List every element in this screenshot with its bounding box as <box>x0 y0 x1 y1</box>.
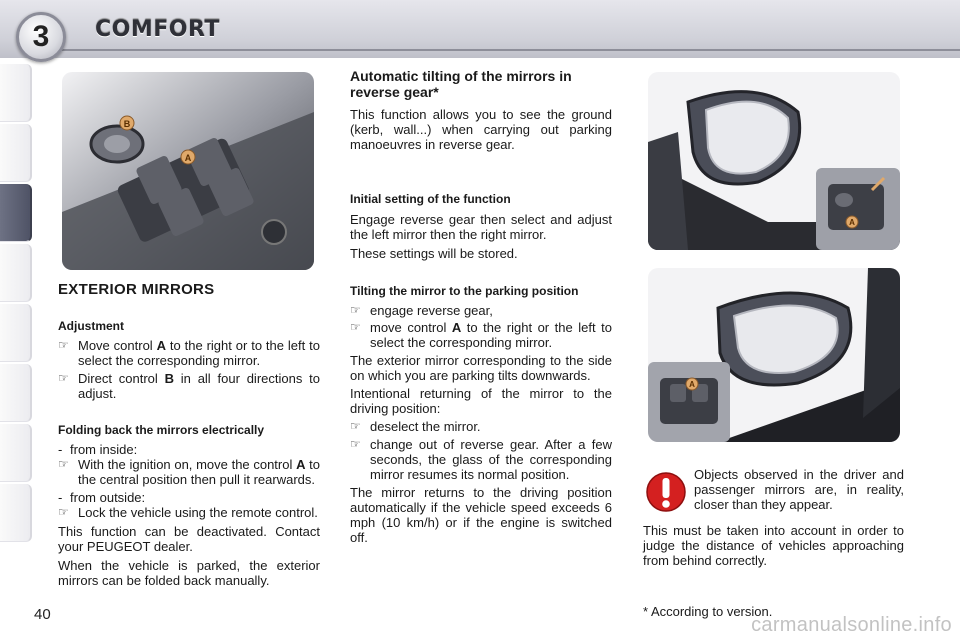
pointer-icon: ☞ <box>58 505 69 519</box>
list-item <box>58 371 320 401</box>
list-item <box>350 320 612 350</box>
dash-text: from inside: <box>70 442 138 457</box>
footnote-text: * According to version. <box>643 604 773 619</box>
list-item: - from inside: <box>58 442 138 457</box>
chapter-tab[interactable] <box>0 364 32 422</box>
paragraph: This function allows you to see the ground (kerb, wall...) when carrying out parking manoeuvres in reverse gear. <box>350 107 612 152</box>
door-controls-photo <box>62 72 314 270</box>
watermark: carmanualsonline.info <box>751 614 952 636</box>
label-a-photo3: A <box>689 380 695 389</box>
warning-text-block-2 <box>643 523 904 568</box>
bullet-text: With the ignition on, move the control <box>78 457 297 472</box>
chapter-tab[interactable] <box>0 424 32 482</box>
chapter-tab[interactable] <box>0 244 32 302</box>
chapter-title: COMFORT <box>95 17 220 42</box>
pointer-icon: ☞ <box>58 338 69 352</box>
bullet-text: deselect the mirror. <box>370 419 481 434</box>
list-item <box>350 303 612 318</box>
paragraph: This function can be deactivated. Contact your PEUGEOT dealer. <box>58 524 320 554</box>
middle-title: Automatic tilting of the mirrors in reverse gear* <box>350 68 572 100</box>
label-b: B <box>123 119 131 129</box>
label-a-photo2: A <box>849 218 855 227</box>
pointer-icon: ☞ <box>350 437 361 451</box>
paragraph: Engage reverse gear then select and adjust the left mirror then the right mirror. <box>350 212 612 242</box>
bullet-text: change out of reverse gear. After a few seconds, the glass of the corresponding mirror resumes its normal position. <box>370 437 612 482</box>
pointer-icon: ☞ <box>350 320 361 334</box>
bullet-text: engage reverse gear, <box>370 303 493 318</box>
paragraph: The mirror returns to the driving position automatically if the vehicle speed exceeds 6 mph (10 km/h) or if the engine is switched off. <box>350 485 612 545</box>
pointer-icon: ☞ <box>58 457 69 471</box>
page-number: 40 <box>34 606 51 623</box>
warning-icon <box>646 470 686 514</box>
bullet-text: Direct control <box>78 371 165 386</box>
list-item <box>58 338 320 368</box>
warning-text: Objects observed in the driver and passenger mirrors are, in reality, closer than they appear. <box>694 467 904 512</box>
pointer-icon: ☞ <box>350 303 361 317</box>
bullet-text: move control <box>370 320 452 335</box>
bullet-text: to the central position then pull it rearwards. <box>78 457 320 487</box>
list-item <box>350 419 612 434</box>
control-letter: B <box>164 371 174 386</box>
pointer-icon: ☞ <box>58 371 69 385</box>
mirror-photo-tilted <box>648 268 900 442</box>
list-item <box>58 505 320 520</box>
folding-title: Folding back the mirrors electrically <box>58 423 265 437</box>
paragraph: When the vehicle is parked, the exterior mirrors can be folded back manually. <box>58 558 320 588</box>
bullet-text: Move control <box>78 338 157 353</box>
chapter-tabs <box>0 64 34 574</box>
warning-text-block <box>694 467 904 512</box>
bullet-text: to the right or the left to select the corresponding mirror. <box>370 320 612 350</box>
bullet-text: Lock the vehicle using the remote control. <box>78 505 318 520</box>
paragraph: The exterior mirror corresponding to the side on which you are parking tilts downwards. <box>350 353 612 383</box>
list-item: - from outside: <box>58 490 146 505</box>
chapter-tab[interactable] <box>0 124 32 182</box>
header-rule <box>60 49 960 51</box>
chapter-tab[interactable] <box>0 64 32 122</box>
label-a: A <box>184 153 192 163</box>
middle-column <box>350 68 612 545</box>
pointer-icon: ☞ <box>350 419 361 433</box>
bullet-text: to the right or to the left to select the corresponding mirror. <box>78 338 320 368</box>
initial-title: Initial setting of the function <box>350 192 511 206</box>
control-letter: A <box>451 320 462 335</box>
list-item <box>350 437 612 482</box>
adjustment-title: Adjustment <box>58 319 124 333</box>
left-column <box>58 282 320 588</box>
chapter-tab-active[interactable] <box>0 184 32 242</box>
tilting-title: Tilting the mirror to the parking position <box>350 284 579 298</box>
bullet-text: in all four directions to adjust. <box>78 371 320 401</box>
paragraph: Intentional returning of the mirror to the driving position: <box>350 386 612 416</box>
control-letter: A <box>296 457 306 472</box>
mirror-photo-driving <box>648 72 900 250</box>
section-title: EXTERIOR MIRRORS <box>58 281 215 298</box>
list-item <box>58 457 320 487</box>
chapter-tab[interactable] <box>0 484 32 542</box>
warning-text-continued: This must be taken into account in order to judge the distance of vehicles approaching from behind correctly. <box>643 523 904 568</box>
chapter-badge: 3 <box>16 12 66 62</box>
dash-text: from outside: <box>70 490 146 505</box>
control-letter: A <box>156 338 166 353</box>
chapter-tab[interactable] <box>0 304 32 362</box>
paragraph: These settings will be stored. <box>350 246 518 261</box>
